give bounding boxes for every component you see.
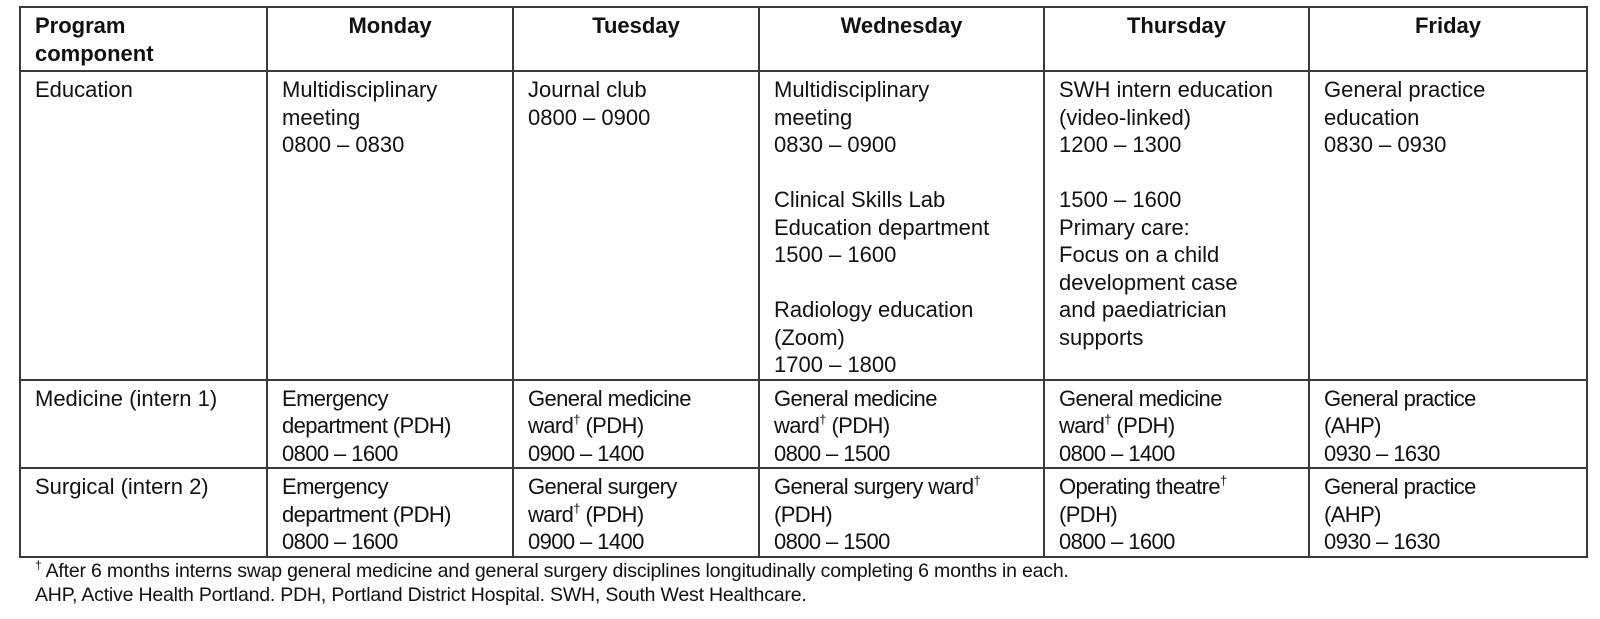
entry-line: Emergency xyxy=(282,474,388,499)
cell-thursday xyxy=(1044,71,1309,380)
cell-friday xyxy=(1309,380,1587,469)
cell-thursday xyxy=(1044,380,1309,469)
entry-line: Multidisciplinary xyxy=(282,77,438,102)
entry-line: 0800 – 0900 xyxy=(528,104,651,130)
row-education xyxy=(20,71,1587,380)
schedule-entry xyxy=(1059,76,1294,159)
entry-line: General medicine xyxy=(528,385,691,411)
entry-line: and paediatrician xyxy=(1059,297,1227,322)
schedule-entry xyxy=(528,76,744,131)
cell-wednesday xyxy=(759,380,1044,469)
entry-line: 1500 – 1600 xyxy=(774,242,897,267)
row-surgical-intern-2 xyxy=(20,468,1587,557)
schedule-entry xyxy=(282,473,498,556)
cell-tuesday xyxy=(513,380,759,469)
entry-line: 0900 – 1400 xyxy=(528,529,644,554)
cell-thursday xyxy=(1044,468,1309,557)
entry-line: Operating theatre† xyxy=(1059,473,1227,499)
schedule-entry xyxy=(528,385,744,468)
schedule-entry xyxy=(1059,385,1294,468)
schedule-entry xyxy=(1324,76,1572,159)
cell-monday xyxy=(267,380,513,469)
entry-line: ward† (PDH) xyxy=(1059,412,1175,438)
entry-line: development case xyxy=(1059,269,1238,295)
schedule-entry xyxy=(774,385,1029,468)
entry-line: 1700 – 1800 xyxy=(774,352,897,377)
entry-line: Primary care: xyxy=(1059,214,1190,240)
entry-line: General medicine xyxy=(774,385,937,411)
entry-line: ward† (PDH) xyxy=(528,412,644,438)
entry-line: meeting xyxy=(774,104,853,130)
entry-line: 0830 – 0900 xyxy=(774,132,897,157)
schedule-entry xyxy=(528,473,744,556)
entry-line: Clinical Skills Lab xyxy=(774,187,946,212)
schedule-entry xyxy=(282,385,498,468)
entry-line: (AHP) xyxy=(1324,413,1381,438)
entry-line: General practice xyxy=(1324,385,1476,411)
entry-line: department (PDH) xyxy=(282,501,451,527)
cell-wednesday xyxy=(759,71,1044,380)
dagger-icon: † xyxy=(973,473,981,488)
dagger-icon: † xyxy=(573,500,580,516)
entry-line: Focus on a child xyxy=(1059,242,1220,267)
schedule-entry xyxy=(1324,473,1572,556)
cell-monday xyxy=(267,468,513,557)
schedule-entry xyxy=(282,76,498,159)
program-component-cell: Medicine (intern 1) xyxy=(20,380,267,469)
entry-line: supports xyxy=(1059,324,1144,350)
entry-line: 0800 – 1400 xyxy=(1059,440,1175,466)
entry-line: 0900 – 1400 xyxy=(528,440,644,466)
header-row xyxy=(20,7,1587,71)
entry-line: (AHP) xyxy=(1324,501,1381,527)
schedule-entry xyxy=(774,76,1029,159)
entry-line: Journal club xyxy=(528,77,647,102)
header-thursday: Thursday xyxy=(1044,7,1309,71)
entry-line: 0800 – 1500 xyxy=(774,529,890,554)
entry-line: Multidisciplinary xyxy=(774,77,930,102)
program-component-cell: Surgical (intern 2) xyxy=(20,468,267,557)
header-line: component xyxy=(35,40,154,66)
entry-line: Radiology education xyxy=(774,297,974,322)
entry-line: General practice xyxy=(1324,474,1476,499)
dagger-icon: † xyxy=(573,412,580,427)
schedule-entry xyxy=(774,186,1029,269)
entry-line: (Zoom) xyxy=(774,324,845,350)
entry-line: 0830 – 0930 xyxy=(1324,132,1447,157)
entry-line: (video-linked) xyxy=(1059,104,1192,130)
header-monday: Monday xyxy=(267,7,513,71)
schedule-entry xyxy=(1059,473,1294,556)
entry-line: 0930 – 1630 xyxy=(1324,529,1440,554)
entry-line: 0800 – 0830 xyxy=(282,132,405,157)
entry-line: 1500 – 1600 xyxy=(1059,187,1182,212)
cell-friday xyxy=(1309,468,1587,557)
entry-line: 0800 – 1600 xyxy=(1059,529,1175,554)
program-component-cell: Education xyxy=(20,71,267,380)
entry-line: 0930 – 1630 xyxy=(1324,440,1440,466)
entry-line: General surgery ward† xyxy=(774,473,981,499)
entry-line: (PDH) xyxy=(1059,501,1118,527)
header-tuesday: Tuesday xyxy=(513,7,759,71)
dagger-icon: † xyxy=(1220,473,1227,488)
schedule-table xyxy=(19,6,1588,558)
entry-line: General medicine xyxy=(1059,385,1222,411)
schedule-entry xyxy=(774,296,1029,379)
cell-monday xyxy=(267,71,513,380)
entry-line: education xyxy=(1324,104,1420,130)
entry-line: Education department xyxy=(774,214,990,240)
schedule-entry xyxy=(774,473,1029,556)
dagger-icon: † xyxy=(1104,412,1111,427)
cell-tuesday xyxy=(513,468,759,557)
row-medicine-intern-1 xyxy=(20,380,1587,469)
header-wednesday: Wednesday xyxy=(759,7,1044,71)
dagger-symbol: † xyxy=(35,558,42,572)
dagger-footnote xyxy=(35,559,1069,583)
dagger-icon: † xyxy=(819,412,826,427)
entry-line: Emergency xyxy=(282,385,388,411)
header-friday: Friday xyxy=(1309,7,1587,71)
entry-line: meeting xyxy=(282,104,361,130)
entry-line: 1200 – 1300 xyxy=(1059,132,1182,157)
entry-line: General surgery xyxy=(528,474,677,499)
cell-wednesday xyxy=(759,468,1044,557)
header-program-component xyxy=(20,7,267,71)
dagger-footnote-text: After 6 months interns swap general medicine and general surgery disciplines longitudinally completing 6 months in each. xyxy=(41,560,1069,582)
cell-tuesday xyxy=(513,71,759,380)
entry-line: department (PDH) xyxy=(282,413,451,438)
schedule-entry xyxy=(1059,186,1294,351)
entry-line: 0800 – 1600 xyxy=(282,440,398,466)
abbreviations-footnote: AHP, Active Health Portland. PDH, Portland District Hospital. SWH, South West Healthcare. xyxy=(35,584,807,606)
entry-line: 0800 – 1500 xyxy=(774,440,890,466)
cell-friday xyxy=(1309,71,1587,380)
entry-line: ward† (PDH) xyxy=(528,500,644,527)
entry-line: General practice xyxy=(1324,77,1486,102)
entry-line: (PDH) xyxy=(774,501,833,527)
entry-line: ward† (PDH) xyxy=(774,412,890,438)
schedule-entry xyxy=(1324,385,1572,468)
table-footnotes xyxy=(35,559,1069,607)
header-line: Program xyxy=(35,13,126,38)
entry-line: SWH intern education xyxy=(1059,77,1273,102)
entry-line: 0800 – 1600 xyxy=(282,529,398,554)
